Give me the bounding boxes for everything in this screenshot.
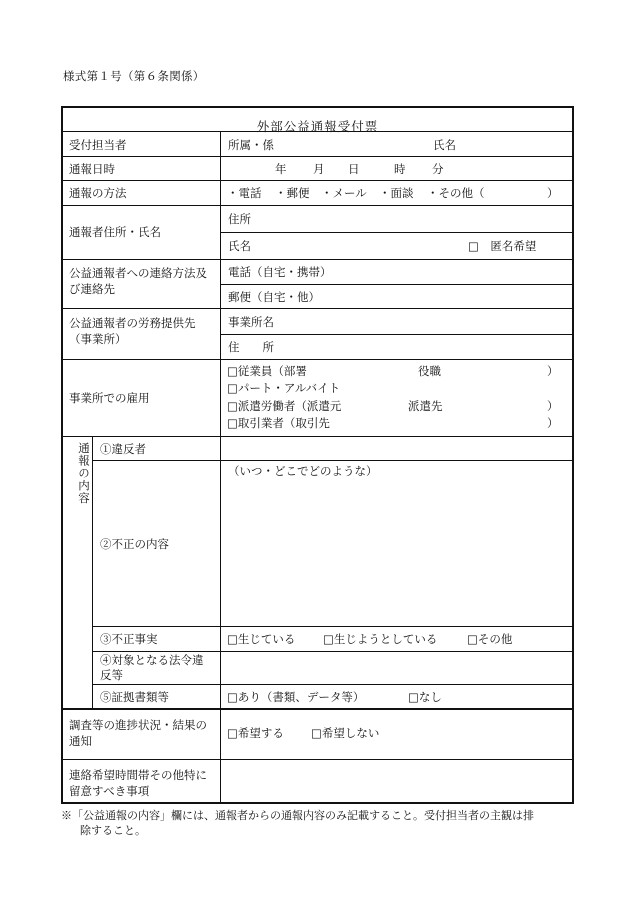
receiver-label: 受付担当者 — [69, 138, 127, 152]
month-field[interactable]: 月 — [313, 162, 325, 176]
year-field[interactable]: 年 — [275, 162, 287, 176]
progress-label-2: 通知 — [69, 734, 92, 748]
footnote-line-1: ※「公益通報の内容」欄には、通報者からの通報内容のみ記載すること。受付担当者の主観は排 — [61, 809, 534, 822]
fraud-label: ②不正の内容 — [100, 537, 169, 551]
facts-label: ③不正事実 — [100, 632, 158, 646]
reception-form — [61, 106, 574, 804]
reporter-label: 通報者住所・氏名 — [69, 225, 161, 239]
day-field[interactable]: 日 — [348, 162, 360, 176]
facts-other[interactable]: □その他 — [467, 632, 513, 646]
method-label: 通報の方法 — [69, 186, 127, 200]
dispatch-to: 派遣先 — [408, 399, 443, 413]
contact-label-1: 公益通報者への連絡方法及 — [69, 266, 207, 280]
reporter-name-field[interactable]: 氏名 — [228, 239, 251, 253]
workplace-label-2: （事業所） — [69, 332, 127, 346]
form-number: 様式第１号（第６条関係） — [63, 69, 205, 83]
footnote-line-2: 除すること。 — [80, 824, 146, 837]
contractor-checkbox[interactable]: □取引業者（取引先 — [227, 416, 330, 430]
anonymous-checkbox[interactable]: □ 匿名希望 — [468, 239, 537, 253]
workplace-address-field[interactable]: 住 所 — [228, 340, 274, 354]
law-label-2: 反等 — [100, 668, 123, 682]
receiver-dept-field[interactable]: 所属・係 — [228, 138, 274, 152]
reporter-address-field[interactable]: 住所 — [228, 212, 251, 226]
notes-label-1: 連絡希望時間帯その他特に — [69, 768, 207, 782]
minute-field[interactable]: 分 — [432, 162, 444, 176]
notes-label-2: 留意すべき事項 — [69, 784, 150, 798]
hour-field[interactable]: 時 — [394, 162, 406, 176]
dispatch-checkbox[interactable]: □派遣労働者（派遣元 — [227, 399, 342, 413]
dispatch-close: ） — [547, 399, 559, 413]
evidence-yes-checkbox[interactable]: □あり（書類、データ等） — [227, 690, 365, 704]
fraud-hint[interactable]: （いつ・どこでどのような） — [228, 464, 378, 478]
progress-label-1: 調査等の進捗状況・結果の — [69, 718, 207, 732]
violator-label: ①違反者 — [100, 442, 146, 456]
facts-occurring[interactable]: □生じている — [227, 632, 296, 646]
workplace-name-field[interactable]: 事業所名 — [228, 315, 274, 329]
datetime-label: 通報日時 — [69, 162, 115, 176]
receiver-name-field[interactable]: 氏名 — [433, 138, 456, 152]
form-title: 外部公益通報受付票 — [256, 119, 379, 134]
notes-field[interactable] — [221, 760, 571, 802]
method-other[interactable]: ・その他（ — [427, 186, 485, 200]
facts-about-to-occur[interactable]: □生じようとしている — [323, 632, 438, 646]
workplace-label-1: 公益通報者の労務提供先 — [69, 316, 196, 330]
method-close-paren: ） — [547, 186, 559, 200]
method-mail[interactable]: ・郵便 — [275, 186, 310, 200]
method-email[interactable]: ・メール — [321, 186, 367, 200]
contractor-close: ） — [547, 416, 559, 430]
employee-position: 役職 — [418, 364, 441, 378]
progress-no-want-checkbox[interactable]: □希望しない — [311, 726, 380, 740]
footnote — [61, 808, 581, 838]
employee-close: ） — [547, 364, 559, 378]
contact-phone-field[interactable]: 電話（自宅・携帯） — [228, 265, 332, 279]
method-phone[interactable]: ・電話 — [227, 186, 262, 200]
progress-want-checkbox[interactable]: □希望する — [227, 726, 284, 740]
law-label-1: ④対象となる法令違 — [100, 653, 204, 667]
content-section-label: 通報の内容 — [77, 442, 91, 505]
contact-mail-field[interactable]: 郵便（自宅・他） — [228, 290, 320, 304]
contact-label-2: び連絡先 — [69, 282, 115, 296]
parttime-checkbox[interactable]: □パート・アルバイト — [227, 381, 341, 395]
method-interview[interactable]: ・面談 — [379, 186, 414, 200]
evidence-no-checkbox[interactable]: □なし — [408, 690, 442, 704]
employee-checkbox[interactable]: □従業員（部署 — [227, 364, 307, 378]
evidence-label: ⑤証拠書類等 — [100, 690, 169, 704]
employment-label: 事業所での雇用 — [69, 391, 150, 405]
